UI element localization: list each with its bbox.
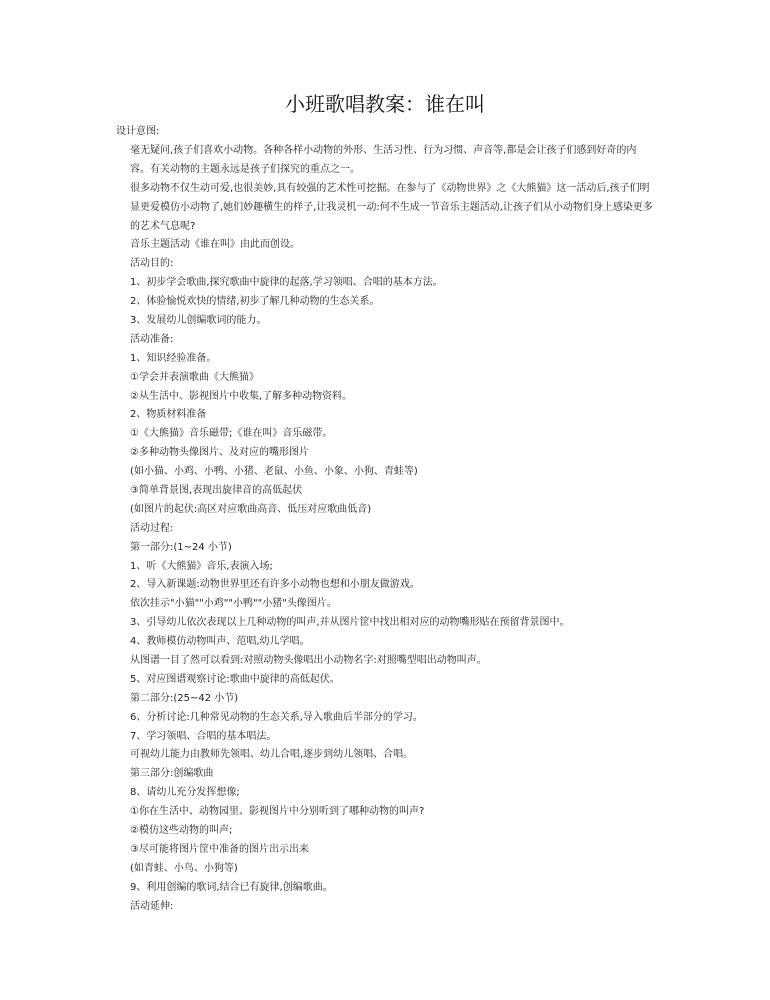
document-line: 可视幼儿能力由教师先领唱、幼儿合唱,逐步到幼儿领唱、合唱。 [130,749,414,761]
document-line: 7、学习领唱、合唱的基本唱法。 [130,730,277,742]
document-line: 毫无疑问,孩子们喜欢小动物。各种各样小动物的外形、生活习性、行为习惯、声音等,都是会让孩子们感到好奇的内容。有关动物的主题永远是孩子们探究的重点之一。 [130,144,637,175]
document-line: 1、听《大熊猫》音乐,表演入场; [130,560,273,572]
document-line: ②从生活中、影视图片中收集,了解多种动物资料。 [130,390,353,402]
document-title: 小班歌唱教案：谁在叫 [285,92,485,116]
document-line: 活动准备: [130,333,174,345]
document-line: 依次挂示"小猫""小鸡""小鸭""小猪"头像图片。 [130,598,337,610]
document-line: ②模仿这些动物的叫声; [130,825,233,837]
document-line: (如小猫、小鸡、小鸭、小猪、老鼠、小鱼、小象、小狗、青蛙等) [130,466,418,478]
document-line: 4、教师模仿动物叫声、范唱,幼儿学唱。 [130,636,310,648]
document-line: ①《大熊猫》音乐磁带;《谁在叫》音乐磁带。 [130,428,333,440]
document-line: ③简单背景图,表现出旋律音的高低起伏 [130,485,303,496]
document-line: 很多动物不仅生动可爱,也很美妙,具有较强的艺术性可挖掘。在参与了《动物世界》之《大熊猫》这一活动后,孩子们明显更爱模仿小动物了,她们妙趣横生的样子,让我灵机一动:何不生成一节音乐主题活动,让孩子们从小动物们身上感染更多的艺术气息呢? [130,182,653,232]
document-line: 9、利用创编的歌词,结合已有旋律,创编歌曲。 [130,881,333,893]
document-line: (如图片的起伏:高区对应歌曲高音、低压对应歌曲低音) [130,503,372,515]
document-line: 1、知识经验准备。 [130,352,217,364]
document-line: 6、分析讨论:几种常见动物的生态关系,导入歌曲后半部分的学习。 [130,711,423,723]
document-line: ①学会并表演歌曲《大熊猫》 [130,371,259,383]
document-body [116,123,656,916]
document-line: 活动过程: [130,522,174,534]
document-line: 设计意图: [116,126,160,137]
document-line: 1、初步学会歌曲,探究歌曲中旋律的起落,学习领唱、合唱的基本方法。 [130,277,443,289]
document-line: 2、物质材料准备 [130,409,207,421]
document-line: ②多种动物头像图片、及对应的嘴形图片 [130,447,309,459]
document-line: 3、发展幼儿创编歌词的能力。 [130,314,267,326]
document-line: (如青蛙、小鸟、小狗等) [130,862,238,874]
document-line: ①你在生活中、动物园里、影视图片中分别听到了哪种动物的叫声? [130,806,425,818]
document-line: 3、引导幼儿依次表现以上几种动物的叫声,并从图片筐中找出相对应的动物嘴形贴在预留背景图中。 [130,617,570,629]
document-line: ③尽可能将图片筐中准备的图片出示出来 [130,843,309,855]
document-line: 活动延伸: [130,900,174,912]
document-line: 2、体验愉悦欢快的情绪,初步了解几种动物的生态关系。 [130,296,380,308]
document-line: 2、导入新课题:动物世界里还有许多小动物也想和小朋友做游戏。 [130,579,420,591]
document-line: 第三部分:创编歌曲 [130,768,214,780]
document-line: 从图谱一目了然可以看到:对照动物头像唱出小动物名字:对照嘴型唱出动物叫声。 [130,655,487,667]
document-line: 音乐主题活动《谁在叫》由此而创设。 [130,239,300,251]
document-line: 第一部分:(1~24 小节) [130,541,232,553]
document-line: 活动目的: [130,258,174,270]
document-line: 第二部分:(25~42 小节) [130,692,239,704]
document-line: 5、对应图谱观察讨论:歌曲中旋律的高低起伏。 [130,673,340,685]
document-line: 8、请幼儿充分发挥想像; [130,787,240,799]
